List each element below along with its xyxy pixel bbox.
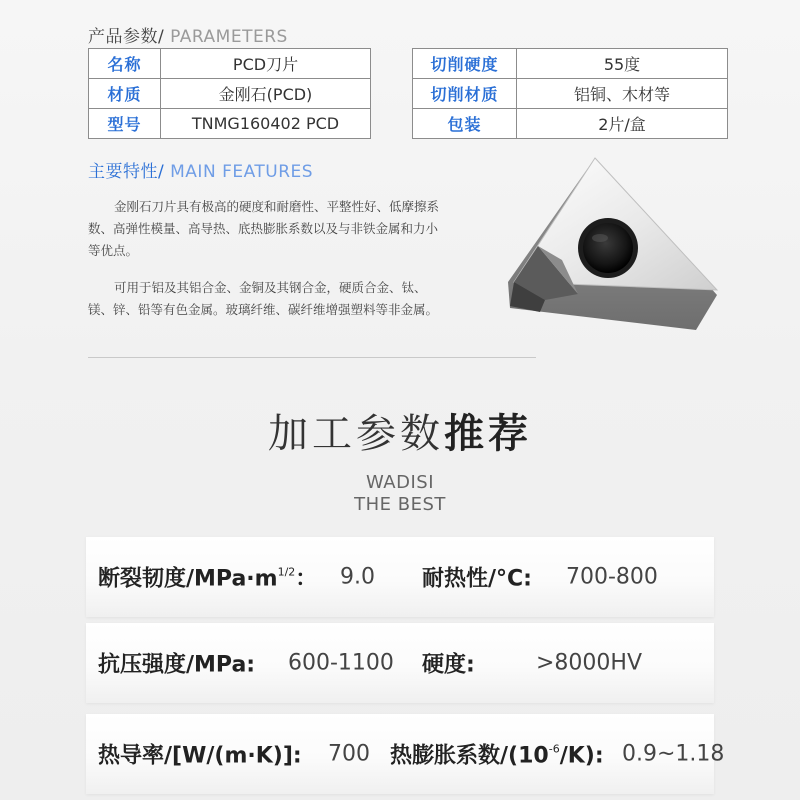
recommend-heading-bold: 推荐 <box>444 411 532 457</box>
parameters-heading <box>88 22 288 47</box>
parameters-table-right <box>412 48 728 139</box>
table-row <box>89 109 371 139</box>
features-paragraph-1: 金刚石刀片具有极高的硬度和耐磨性、平整性好、低摩擦系数、高弹性模量、高导热、底热膨胀系数以及与非铁金属和力小等优点。 <box>88 199 440 258</box>
features-heading <box>88 157 313 182</box>
heat-resistance-label: 耐热性/°C: <box>422 566 532 592</box>
fracture-toughness-value: 9.0 <box>340 564 375 590</box>
property-row-3 <box>86 714 725 794</box>
table-row <box>89 79 371 109</box>
brand-name: WADISI <box>365 472 435 493</box>
thermal-expansion-label-post: /K): <box>559 743 604 769</box>
brand-slogan: THE BEST <box>354 494 446 515</box>
param-value-cutting-material: 铝铜、木材等 <box>517 79 728 109</box>
thermal-conductivity-value: 700 <box>328 741 370 767</box>
thermal-expansion-label <box>390 739 604 770</box>
param-key-model: 型号 <box>89 109 161 139</box>
param-key-name: 名称 <box>89 49 161 79</box>
recommend-heading-light: 加工参数 <box>268 411 444 457</box>
fracture-toughness-exponent: 1/2 <box>277 565 296 579</box>
recommend-heading <box>0 402 800 459</box>
param-value-name: PCD刀片 <box>161 49 371 79</box>
features-paragraph-2: 可用于铝及其铝合金、金铜及其钢合金，硬质合金、钛、镁、锌、铅等有色金属。玻璃纤维、碳纤维增强塑料等非金属。 <box>88 280 439 317</box>
param-key-material: 材质 <box>89 79 161 109</box>
thermal-expansion-label-pre: 热膨胀系数/(10 <box>390 743 549 769</box>
table-row <box>413 109 728 139</box>
table-row <box>413 49 728 79</box>
thermal-conductivity-label: 热导率/[W/(m·K)]: <box>98 743 302 769</box>
pcd-insert-image <box>500 150 725 350</box>
property-row-2 <box>86 623 714 703</box>
param-value-cutting-hardness: 55度 <box>517 49 728 79</box>
insert-hole-shine <box>592 234 608 242</box>
param-key-cutting-material: 切削材质 <box>413 79 517 109</box>
param-value-model: TNMG160402 PCD <box>161 109 371 139</box>
param-value-material: 金刚石(PCD) <box>161 79 371 109</box>
property-row-1 <box>86 537 714 617</box>
parameters-table-left <box>88 48 371 139</box>
param-value-packaging: 2片/盒 <box>517 109 728 139</box>
parameters-heading-en: PARAMETERS <box>164 27 288 47</box>
insert-hole <box>583 223 633 273</box>
parameters-heading-cn: 产品参数/ <box>88 27 165 47</box>
fracture-toughness-label <box>98 562 317 593</box>
heat-resistance-value: 700-800 <box>566 564 658 590</box>
thermal-expansion-exponent: -6 <box>548 742 560 756</box>
thermal-expansion-value: 0.9~1.18 <box>622 741 725 767</box>
hardness-label: 硬度: <box>422 652 475 678</box>
fracture-toughness-label-text: 断裂韧度/MPa·m <box>98 566 278 592</box>
features-heading-en: MAIN FEATURES <box>164 162 314 182</box>
param-key-cutting-hardness: 切削硬度 <box>413 49 517 79</box>
features-divider <box>88 357 536 358</box>
features-heading-cn: 主要特性/ <box>88 162 165 182</box>
compressive-strength-value: 600-1100 <box>288 650 394 676</box>
param-key-packaging: 包装 <box>413 109 517 139</box>
table-row <box>413 79 728 109</box>
hardness-value: >8000HV <box>536 650 643 676</box>
table-row <box>89 49 371 79</box>
fracture-toughness-colon: ： <box>295 566 318 592</box>
compressive-strength-label: 抗压强度/MPa: <box>98 652 256 678</box>
